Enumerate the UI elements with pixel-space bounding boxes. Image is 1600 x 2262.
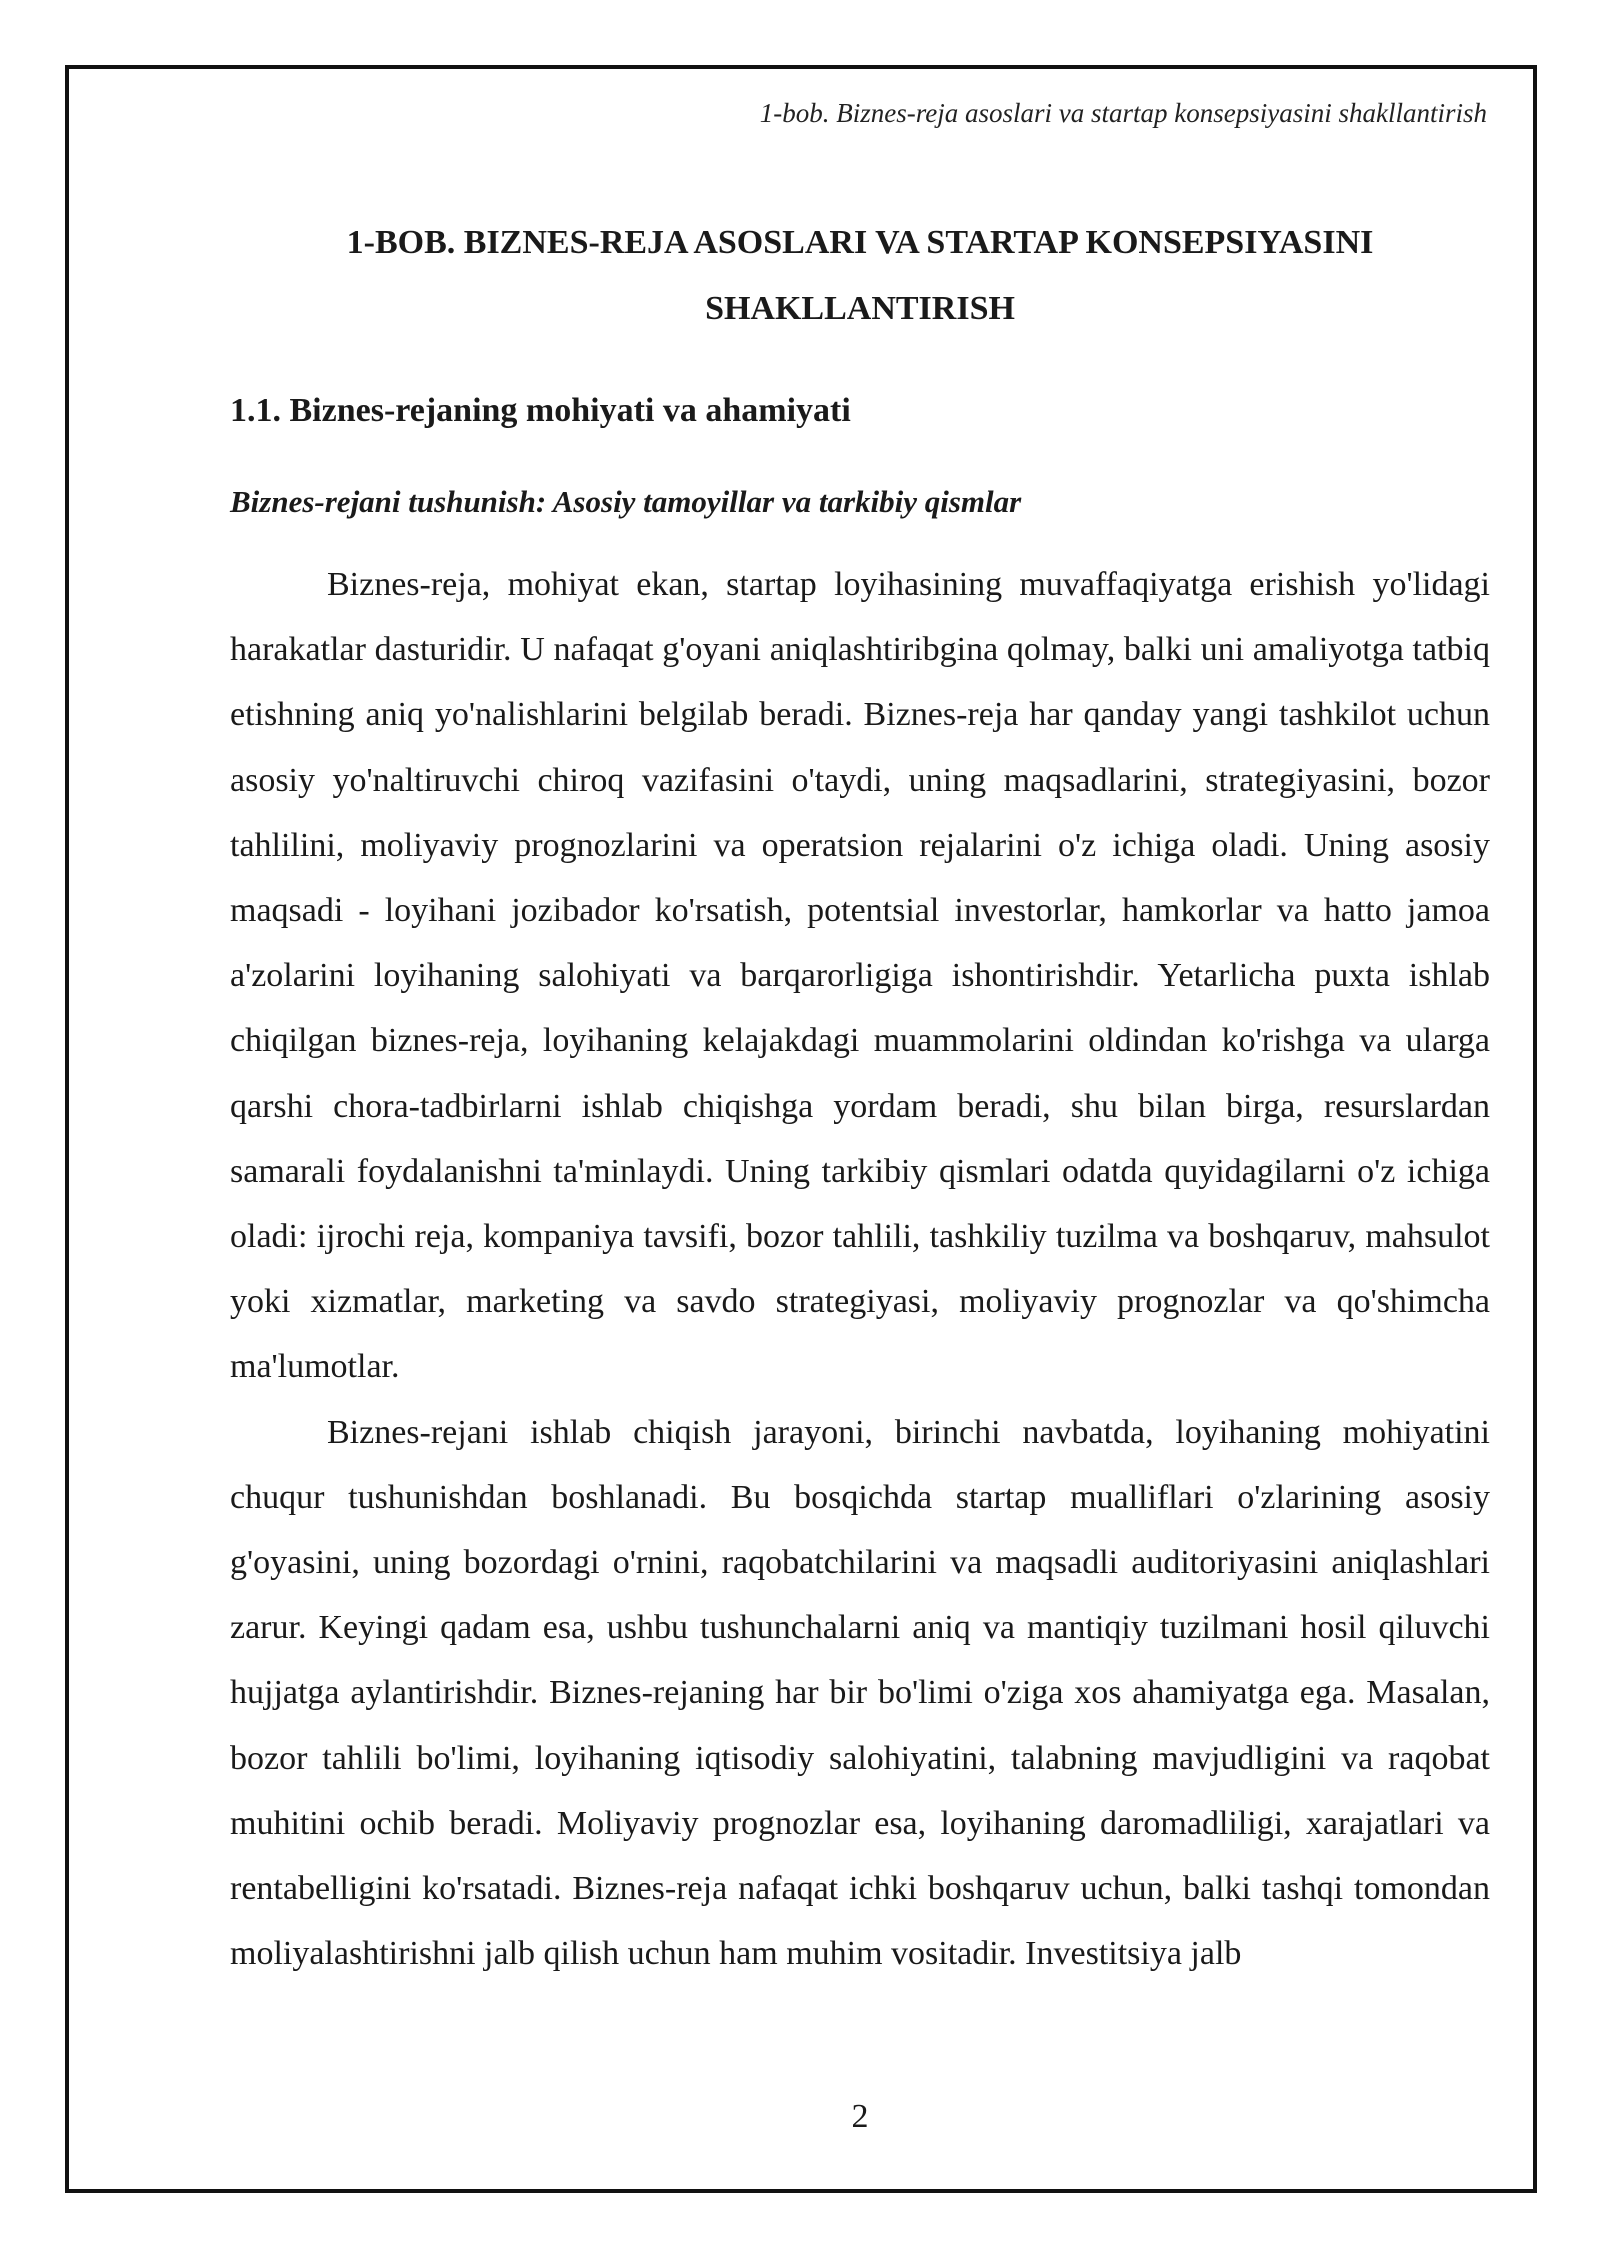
page-number: 2 — [851, 2098, 869, 2135]
chapter-title: 1-BOB. BIZNES-REJA ASOSLARI VA STARTAP KONSEPSIYASINI SHAKLLANTIRISH — [346, 224, 1374, 327]
subsection-title: Biznes-rejani tushunish: Asosiy tamoyillar va tarkibiy qismlar — [230, 484, 1022, 519]
page-content — [230, 210, 1490, 1973]
paragraph: Biznes-reja, mohiyat ekan, startap loyihasining muvaffaqiyatga erishish yo'lidagi harakatlar dasturidir. U nafaqat g'oyani aniqlashtiribgina qolmay, balki uni amaliyotga tatbiq etishning aniq yo'nalishlarini belgilab beradi. Biznes-reja har qanday yangi tashkilot uchun asosiy yo'naltiruvchi chiroq vazifasini o'taydi, uning maqsadlarini, strategiyasini, bozor tahlilini, moliyaviy prognozlarini va operatsion rejalarini o'z ichiga oladi. Uning asosiy maqsadi - loyihani jozibador ko'rsatish, potentsial investorlar, hamkorlar va hatto jamoa a'zolarini loyihaning salohiyati va barqarorligiga ishontirishdir. Yetarlicha puxta ishlab chiqilgan biznes-reja, loyihaning kelajakdagi muammolarini oldindan ko'rishga va ularga qarshi chora-tadbirlarni ishlab chiqishga yordam beradi, shu bilan birga, resurslardan samarali foydalanishni ta'minlaydi. Uning tarkibiy qismlari odatda quyidagilarni o'z ichiga oladi: ijrochi reja, kompaniya tavsifi, bozor tahlili, tashkiliy tuzilma va boshqaruv, mahsulot yoki xizmatlar, marketing va savdo strategiyasi, moliyaviy prognozlar va qo'shimcha ma'lumotlar. — [230, 566, 1490, 1386]
paragraph: Biznes-rejani ishlab chiqish jarayoni, birinchi navbatda, loyihaning mohiyatini chuqur tushunishdan boshlanadi. Bu bosqichda startap mualliflari o'zlarining asosiy g'oyasini, uning bozordagi o'rnini, raqobatchilarini va maqsadli auditoriyasini aniqlashlari zarur. Keyingi qadam esa, ushbu tushunchalarni aniq va mantiqiy tuzilmani hosil qiluvchi hujjatga aylantirishdir. Biznes-rejaning har bir bo'limi o'ziga xos ahamiyatga ega. Masalan, bozor tahlili bo'limi, loyihaning iqtisodiy salohiyatini, talabning mavjudligini va raqobat muhitini ochib beradi. Moliyaviy prognozlar esa, loyihaning daromadliligi, xarajatlari va rentabelligini ko'rsatadi. Biznes-reja nafaqat ichki boshqaruv uchun, balki tashqi tomondan moliyalashtirishni jalb qilish uchun ham muhim vositadir. Investitsiya jalb — [230, 1413, 1490, 1973]
section-title: 1.1. Biznes-rejaning mohiyati va ahamiyati — [230, 392, 851, 429]
running-header: 1-bob. Biznes-reja asoslari va startap konsepsiyasini shakllantirish — [759, 98, 1487, 128]
body-text — [230, 552, 1490, 1986]
